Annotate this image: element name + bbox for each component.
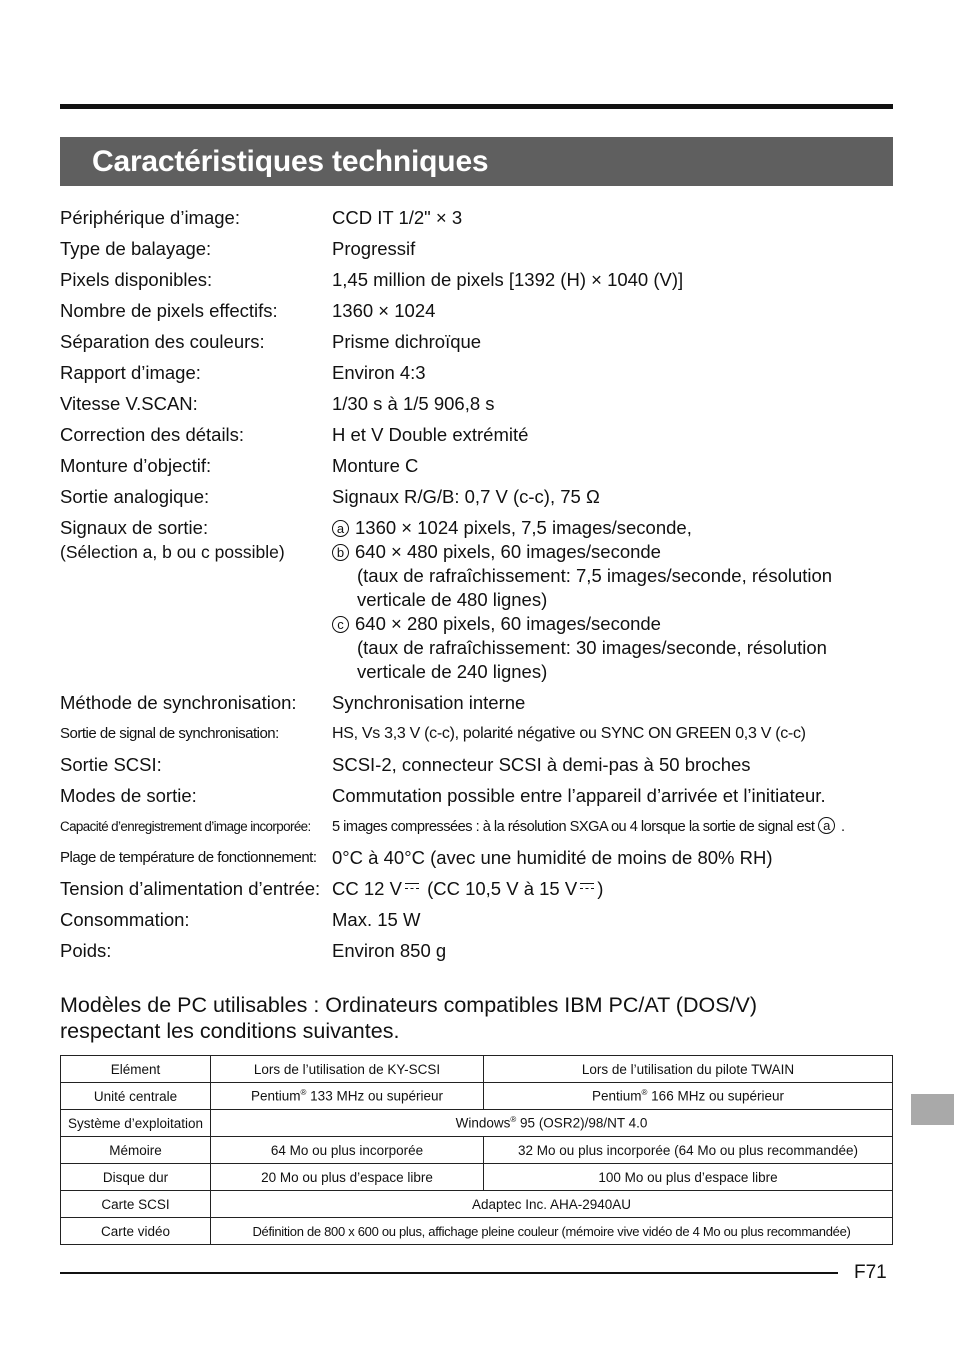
os-value: Windows: [455, 1115, 511, 1131]
circled-c-icon: c: [332, 616, 349, 633]
spec-row: [60, 268, 900, 292]
dc-symbol-icon: [580, 883, 594, 892]
option-a: [332, 516, 900, 540]
cpu-b-tail: 166 MHz ou supérieur: [647, 1088, 784, 1104]
pc-models-heading: [60, 992, 900, 1044]
power-close: ): [597, 878, 604, 899]
spec-value: Signaux R/G/B: 0,7 V (c-c), 75 Ω: [332, 486, 600, 507]
spec-label: Sortie SCSI:: [60, 754, 162, 775]
spec-row: [60, 237, 900, 261]
spec-label: Rapport d’image:: [60, 362, 201, 383]
cpu-a: Pentium: [250, 1088, 301, 1104]
table-cell: Définition de 800 x 600 ou plus, affichage pleine couleur (mémoire vive vidéo de 4 Mo ou plus recommandée): [211, 1218, 893, 1245]
spec-label: Poids:: [60, 940, 112, 961]
spec-label: Sortie de signal de synchronisation:: [60, 725, 279, 742]
row-label: Carte SCSI: [61, 1191, 211, 1218]
dc-symbol-icon: [405, 883, 419, 892]
spec-row: [60, 815, 900, 839]
spec-value: Prisme dichroïque: [332, 331, 482, 352]
table-cell: [484, 1083, 893, 1110]
registered-mark: ®: [300, 1088, 307, 1098]
os-tail: 95 (OSR2)/98/NT 4.0: [516, 1115, 648, 1131]
option-c-note: (taux de rafraîchissement: 30 images/seconde, résolution: [357, 637, 827, 658]
spec-value: 0°C à 40°C (avec une humidité de moins de 80% RH): [332, 847, 773, 868]
spec-label: Méthode de synchronisation:: [60, 692, 297, 713]
spec-value: CCD IT 1/2" × 3: [332, 207, 463, 228]
option-b-note: verticale de 480 lignes): [357, 589, 548, 610]
spec-row: [60, 299, 900, 323]
table-row: [61, 1191, 893, 1218]
row-label: Mémoire: [61, 1137, 211, 1164]
spec-value: Environ 4:3: [332, 362, 426, 383]
table-header-cell: Lors de l’utilisation de KY-SCSI: [211, 1056, 484, 1083]
spec-value: 1/30 s à 1/5 906,8 s: [332, 393, 495, 414]
spec-row: [60, 691, 900, 715]
spec-label: Consommation:: [60, 909, 190, 930]
page-title: Caractéristiques techniques: [92, 145, 489, 178]
spec-label: Modes de sortie:: [60, 785, 197, 806]
spec-label: [60, 516, 332, 564]
table-header-row: [61, 1056, 893, 1083]
circled-a-icon: a: [818, 817, 835, 834]
option-b-note: (taux de rafraîchissement: 7,5 images/seconde, résolution: [357, 565, 833, 586]
option-c-note: verticale de 240 lignes): [357, 661, 548, 682]
row-label: Unité centrale: [61, 1083, 211, 1110]
row-label: Carte vidéo: [61, 1218, 211, 1245]
row-label: Système d’exploitation: [61, 1110, 211, 1137]
spec-row: [60, 330, 900, 354]
power-value: CC 12 V: [332, 878, 402, 899]
storage-tail: .: [840, 819, 845, 835]
pc-heading-line: respectant les conditions suivantes.: [60, 1019, 400, 1043]
spec-label: Pixels disponibles:: [60, 269, 213, 290]
table-row: [61, 1164, 893, 1191]
output-signals-row: [60, 516, 900, 684]
requirements-table: [60, 1055, 893, 1245]
storage-text: 5 images compressées : à la résolution SXGA ou 4 lorsque la sortie de signal est: [332, 819, 815, 835]
bottom-rule: [60, 1272, 838, 1274]
spec-value: 1,45 million de pixels [1392 (H) × 1040 (V)]: [332, 269, 684, 290]
spec-label: Séparation des couleurs:: [60, 331, 265, 352]
spec-row: [60, 206, 900, 230]
spec-label: Nombre de pixels effectifs:: [60, 300, 278, 321]
spec-label: Plage de température de fonctionnement:: [60, 849, 317, 866]
spec-label: Type de balayage:: [60, 238, 212, 259]
table-row: [61, 1137, 893, 1164]
spec-row: [60, 454, 900, 478]
table-cell: 100 Mo ou plus d’espace libre: [484, 1164, 893, 1191]
table-header-cell: Elément: [61, 1056, 211, 1083]
spec-row: [60, 877, 900, 901]
section-tab-marker: [911, 1094, 954, 1125]
option-b: [332, 540, 900, 564]
spec-value: Max. 15 W: [332, 909, 421, 930]
circled-a-icon: a: [332, 520, 349, 537]
spec-row: [60, 485, 900, 509]
table-header-cell: Lors de l’utilisation du pilote TWAIN: [484, 1056, 893, 1083]
output-signals-sublabel: (Sélection a, b ou c possible): [60, 542, 285, 562]
table-row: [61, 1218, 893, 1245]
spec-row: [60, 392, 900, 416]
cpu-a-tail: 133 MHz ou supérieur: [306, 1088, 443, 1104]
title-bar: [60, 137, 893, 186]
page-number: F71: [854, 1262, 887, 1283]
circled-b-icon: b: [332, 544, 349, 561]
top-rule: [60, 104, 893, 109]
spec-row: [60, 423, 900, 447]
spec-value: H et V Double extrémité: [332, 424, 529, 445]
registered-mark: ®: [510, 1115, 517, 1125]
option-a-text: 1360 × 1024 pixels, 7,5 images/seconde,: [355, 517, 692, 538]
spec-row: [60, 939, 900, 963]
spec-value: 1360 × 1024: [332, 300, 436, 321]
table-cell: 32 Mo ou plus incorporée (64 Mo ou plus recommandée): [484, 1137, 893, 1164]
spec-label: Correction des détails:: [60, 424, 245, 445]
table-row: [61, 1083, 893, 1110]
option-c: [332, 612, 900, 636]
spec-row: [60, 361, 900, 385]
power-range: (CC 10,5 V à 15 V: [427, 878, 578, 899]
table-cell: 64 Mo ou plus incorporée: [211, 1137, 484, 1164]
spec-label: Vitesse V.SCAN:: [60, 393, 198, 414]
output-signals-label: Signaux de sortie:: [60, 517, 209, 538]
table-cell: Adaptec Inc. AHA-2940AU: [211, 1191, 893, 1218]
spec-row: [60, 784, 900, 808]
spec-row: [60, 753, 900, 777]
spec-label: Tension d’alimentation d’entrée:: [60, 878, 321, 899]
spec-value: [332, 877, 900, 901]
table-cell: 20 Mo ou plus d’espace libre: [211, 1164, 484, 1191]
pc-heading-line: Modèles de PC utilisables : Ordinateurs compatibles IBM PC/AT (DOS/V): [60, 993, 758, 1017]
spec-label: Monture d’objectif:: [60, 455, 212, 476]
spec-value: [332, 815, 900, 839]
spec-label: Capacité d’enregistrement d’image incorporée:: [60, 819, 311, 834]
spec-value: SCSI-2, connecteur SCSI à demi-pas à 50 broches: [332, 754, 751, 775]
table-row: [61, 1110, 893, 1137]
option-b-text: 640 × 480 pixels, 60 images/seconde: [355, 541, 661, 562]
option-c-text: 640 × 280 pixels, 60 images/seconde: [355, 613, 661, 634]
spec-list: [60, 206, 900, 970]
spec-value: HS, Vs 3,3 V (c-c), polarité négative ou SYNC ON GREEN 0,3 V (c-c): [332, 725, 806, 742]
spec-value: Synchronisation interne: [332, 692, 526, 713]
table-cell: [211, 1110, 893, 1137]
row-label: Disque dur: [61, 1164, 211, 1191]
spec-row: [60, 908, 900, 932]
spec-value: [332, 516, 900, 684]
spec-label: Périphérique d’image:: [60, 207, 240, 228]
spec-label: Sortie analogique:: [60, 486, 210, 507]
spec-value: Commutation possible entre l’appareil d’arrivée et l’initiateur.: [332, 785, 826, 806]
spec-value: Progressif: [332, 238, 416, 259]
table-cell: [211, 1083, 484, 1110]
spec-row: [60, 722, 900, 746]
cpu-b: Pentium: [591, 1088, 642, 1104]
spec-row: [60, 846, 900, 870]
spec-value: Environ 850 g: [332, 940, 447, 961]
registered-mark: ®: [641, 1088, 648, 1098]
spec-value: Monture C: [332, 455, 419, 476]
